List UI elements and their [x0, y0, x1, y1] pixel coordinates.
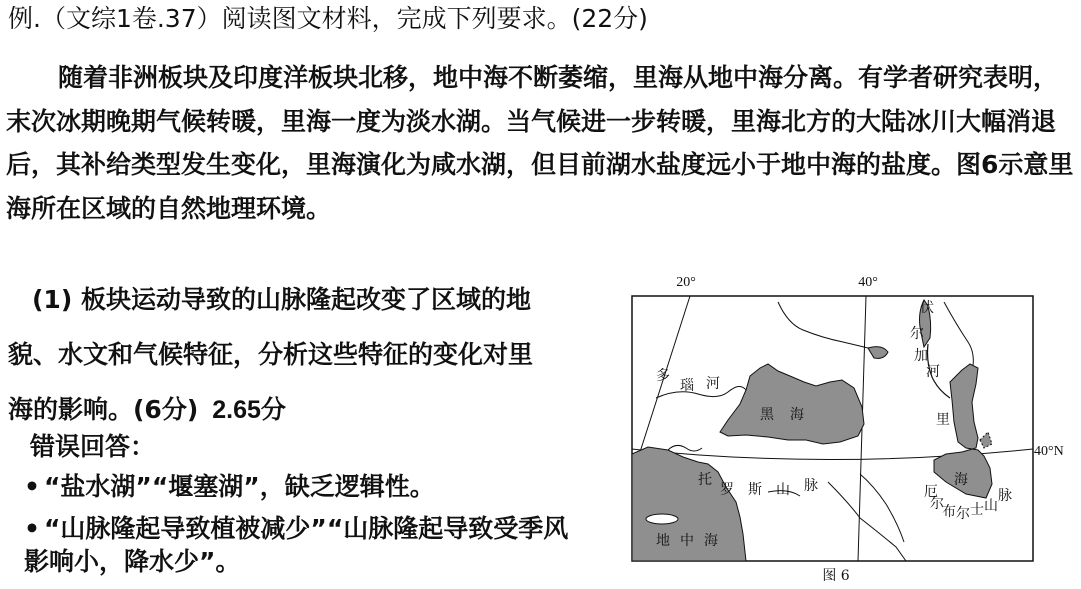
danube-label-3: 河 — [706, 376, 720, 392]
mediterranean-label-3: 海 — [704, 533, 718, 549]
map-figure — [628, 272, 1080, 585]
elburz-label-6: 山 — [984, 498, 998, 514]
elburz-label-2: 尔 — [930, 496, 944, 512]
caspian-label-2: 海 — [954, 472, 968, 488]
elburz-label-1: 厄 — [924, 484, 938, 500]
error-answer-item — [24, 470, 584, 503]
caspian-region-map — [628, 272, 1080, 585]
example-header: 例.（文综1卷.37）阅读图文材料，完成下列要求。(22分) — [8, 4, 648, 33]
question-1 — [8, 272, 538, 438]
lat-40n-label: 40°N — [1034, 444, 1064, 459]
error-answer-text: “山脉隆起导致植被减少”“山脉隆起导致受季风影响小，降水少”。 — [24, 514, 569, 576]
figure-caption: 图 6 — [822, 568, 850, 584]
taurus-label-2: 罗 — [720, 482, 734, 498]
lon-20-label: 20° — [676, 275, 696, 290]
taurus-label-1: 托 — [698, 472, 712, 488]
taurus-label-5: 脉 — [804, 478, 818, 494]
black-sea-label-1: 黑 — [760, 407, 774, 423]
volga-label-2: 尔 — [910, 326, 924, 342]
taurus-label-3: 斯 — [748, 482, 762, 498]
error-answer-item — [24, 512, 584, 578]
volga-label-3: 加 — [914, 348, 928, 364]
volga-label-1: 伏 — [920, 300, 934, 316]
bullet-dot: • — [24, 472, 40, 501]
volga-label-4: 河 — [926, 364, 940, 380]
island — [646, 514, 678, 524]
score-value: 2.65分 — [212, 396, 286, 424]
mediterranean-label-2: 中 — [680, 533, 694, 549]
elburz-label-7: 脉 — [998, 488, 1012, 504]
error-answers-list — [24, 470, 584, 587]
lon-40-label: 40° — [858, 275, 878, 290]
passage-text: 随着非洲板块及印度洋板块北移，地中海不断萎缩，里海从地中海分离。有学者研究表明，末次冰期晚期气候转暖，里海一度为淡水湖。当气候进一步转暖，里海北方的大陆冰川大幅消退后，其补给类型发生变化，里海演化为咸水湖，但目前湖水盐度远小于地中海的盐度。图6示意里海所在区域的自然地理环境。 — [6, 63, 1074, 223]
question-text: (1) 板块运动导致的山脉隆起改变了区域的地貌、水文和气候特征，分析这些特征的变化对里海的影响。(6分) — [8, 285, 534, 424]
danube-label-2: 瑙 — [680, 378, 694, 394]
black-sea-label-2: 海 — [790, 407, 804, 423]
material-passage — [6, 56, 1078, 230]
danube-label-1: 多 — [656, 368, 670, 384]
elburz-label-4: 尔 — [956, 506, 970, 522]
error-answer-text: “盐水湖”“堰塞湖”，缺乏逻辑性。 — [43, 472, 435, 501]
taurus-label-4: 山 — [776, 482, 790, 498]
caspian-label-1: 里 — [936, 412, 950, 428]
bullet-dot: • — [24, 514, 40, 543]
mediterranean-label-1: 地 — [656, 533, 670, 549]
elburz-label-5: 士 — [970, 502, 984, 518]
error-answers-title: 错误回答： — [30, 432, 156, 461]
elburz-label-3: 布 — [942, 504, 956, 520]
